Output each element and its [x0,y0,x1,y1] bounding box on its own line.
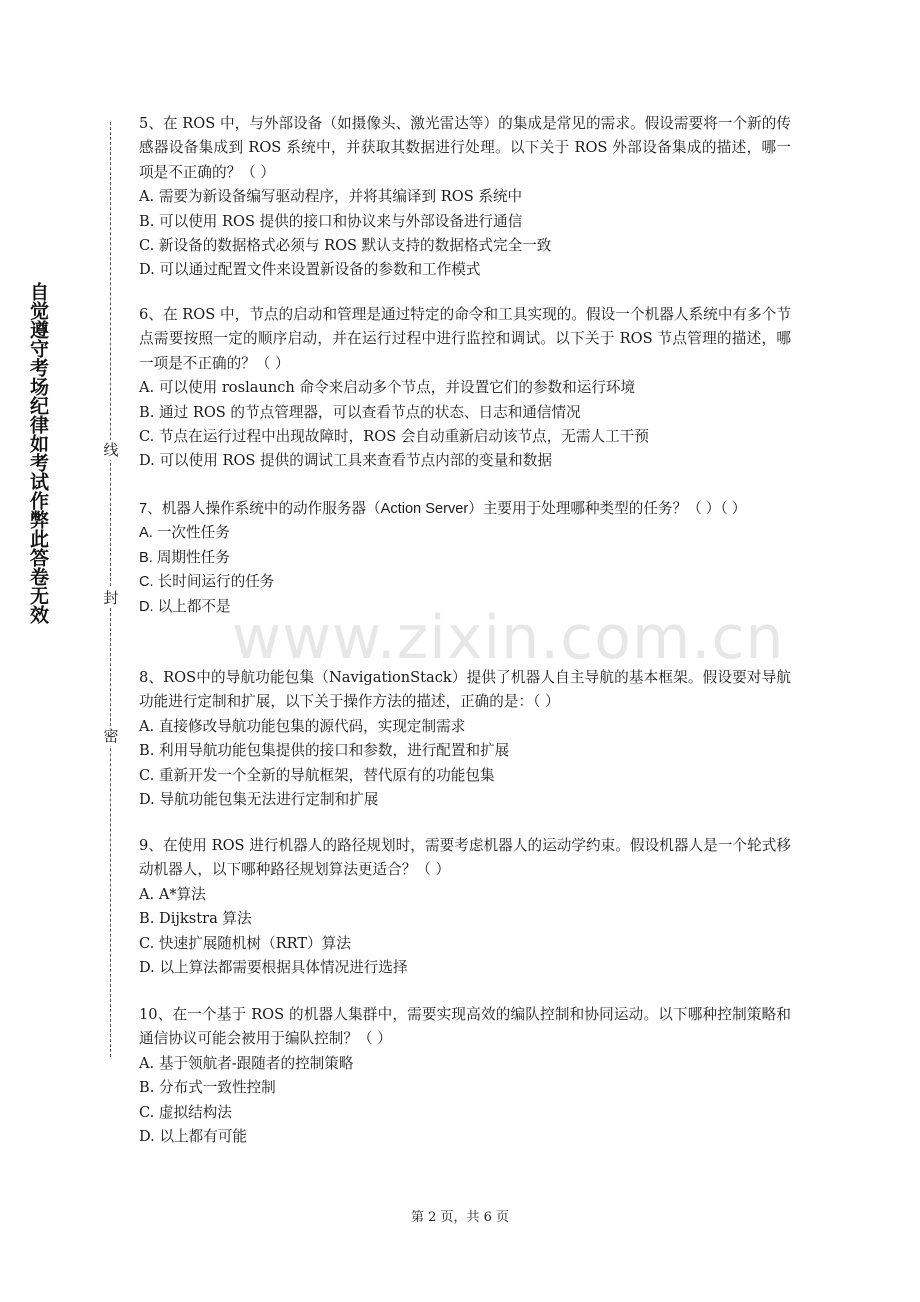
question-10 [139,1003,791,1149]
option-c: C. 长时间运行的任务 [139,574,275,591]
option-a: A. 一次性任务 [139,525,230,542]
option-c: C. 虚拟结构法 [139,1103,232,1121]
question-stem: 10、在一个基于 ROS 的机器人集群中，需要实现高效的编队控制和协同运动。以下哪种控制策略和通信协议可能会被用于编队控制？（ ） [139,1006,791,1048]
question-7 [139,497,791,619]
question-stem: 6、在 ROS 中，节点的启动和管理是通过特定的命令和工具实现的。假设一个机器人系统中有多个节点需要按照一定的顺序启动，并在运行过程中进行监控和调试。以下关于 ROS 节点管理的描述，哪一项是不正确的？（ ） [139,306,791,372]
option-a: A. 直接修改导航功能包集的源代码，实现定制需求 [139,717,466,735]
page-number: 第 2 页，共 6 页 [410,1210,510,1225]
option-d: D. 以上都有可能 [139,1128,248,1146]
option-b: B. Dijkstra 算法 [139,910,252,928]
option-a: A. 基于领航者-跟随者的控制策略 [139,1054,354,1072]
option-c: C. 快速扩展随机树（RRT）算法 [139,934,351,952]
question-5 [139,112,791,283]
question-stem: 9、在使用 ROS 进行机器人的路径规划时，需要考虑机器人的运动学约束。假设机器人是一个轮式移动机器人，以下哪种路径规划算法更适合？（ ） [139,837,791,879]
binding-mark-mi: 密 [101,726,121,746]
option-d: D. 以上都不是 [139,598,231,615]
question-8 [139,666,791,812]
option-d: D. 可以使用 ROS 提供的调试工具来查看节点内部的变量和数据 [139,452,552,470]
option-b: B. 周期性任务 [139,549,230,566]
question-stem: 7、机器人操作系统中的动作服务器（Action Server）主要用于处理哪种类型的任务？（ ）（ ） [139,501,747,517]
option-b: B. 通过 ROS 的节点管理器，可以查看节点的状态、日志和通信情况 [139,403,581,421]
binding-mark-feng: 封 [101,588,121,608]
option-b: B. 分布式一致性控制 [139,1079,276,1097]
question-9 [139,834,791,980]
question-stem: 8、ROS中的导航功能包集（NavigationStack）提供了机器人自主导航的基本框架。假设要对导航功能进行定制和扩展，以下关于操作方法的描述，正确的是：（ ） [139,669,791,711]
question-6 [139,303,791,474]
option-c: C. 新设备的数据格式必须与 ROS 默认支持的数据格式完全一致 [139,237,552,255]
watermark: www.zixin.com.cn [232,603,785,673]
option-a: A. 可以使用 roslaunch 命令来启动多个节点，并设置它们的参数和运行环境 [139,379,636,397]
option-b: B. 可以使用 ROS 提供的接口和协议来与外部设备进行通信 [139,212,523,230]
option-c: C. 节点在运行过程中出现故障时，ROS 会自动重新启动该节点，无需人工干预 [139,428,649,446]
question-stem: 5、在 ROS 中，与外部设备（如摄像头、激光雷达等）的集成是常见的需求。假设需要将一个新的传感器设备集成到 ROS 系统中，并获取其数据进行处理。以下关于 ROS 外部设备集成的描述，哪一项是不正确的？（ ） [139,115,791,181]
option-d: D. 导航功能包集无法进行定制和扩展 [139,791,379,809]
option-a: A. A*算法 [139,885,206,903]
option-d: D. 以上算法都需要根据具体情况进行选择 [139,959,408,977]
exam-discipline-warning: 自觉遵守考场纪律如考试作弊此答卷无效 [27,282,49,624]
option-b: B. 利用导航功能包集提供的接口和参数，进行配置和扩展 [139,742,510,760]
option-d: D. 可以通过配置文件来设置新设备的参数和工作模式 [139,261,481,279]
option-a: A. 需要为新设备编写驱动程序，并将其编译到 ROS 系统中 [139,188,523,206]
option-c: C. 重新开发一个全新的导航框架，替代原有的功能包集 [139,766,495,784]
binding-mark-xian: 线 [101,440,121,460]
